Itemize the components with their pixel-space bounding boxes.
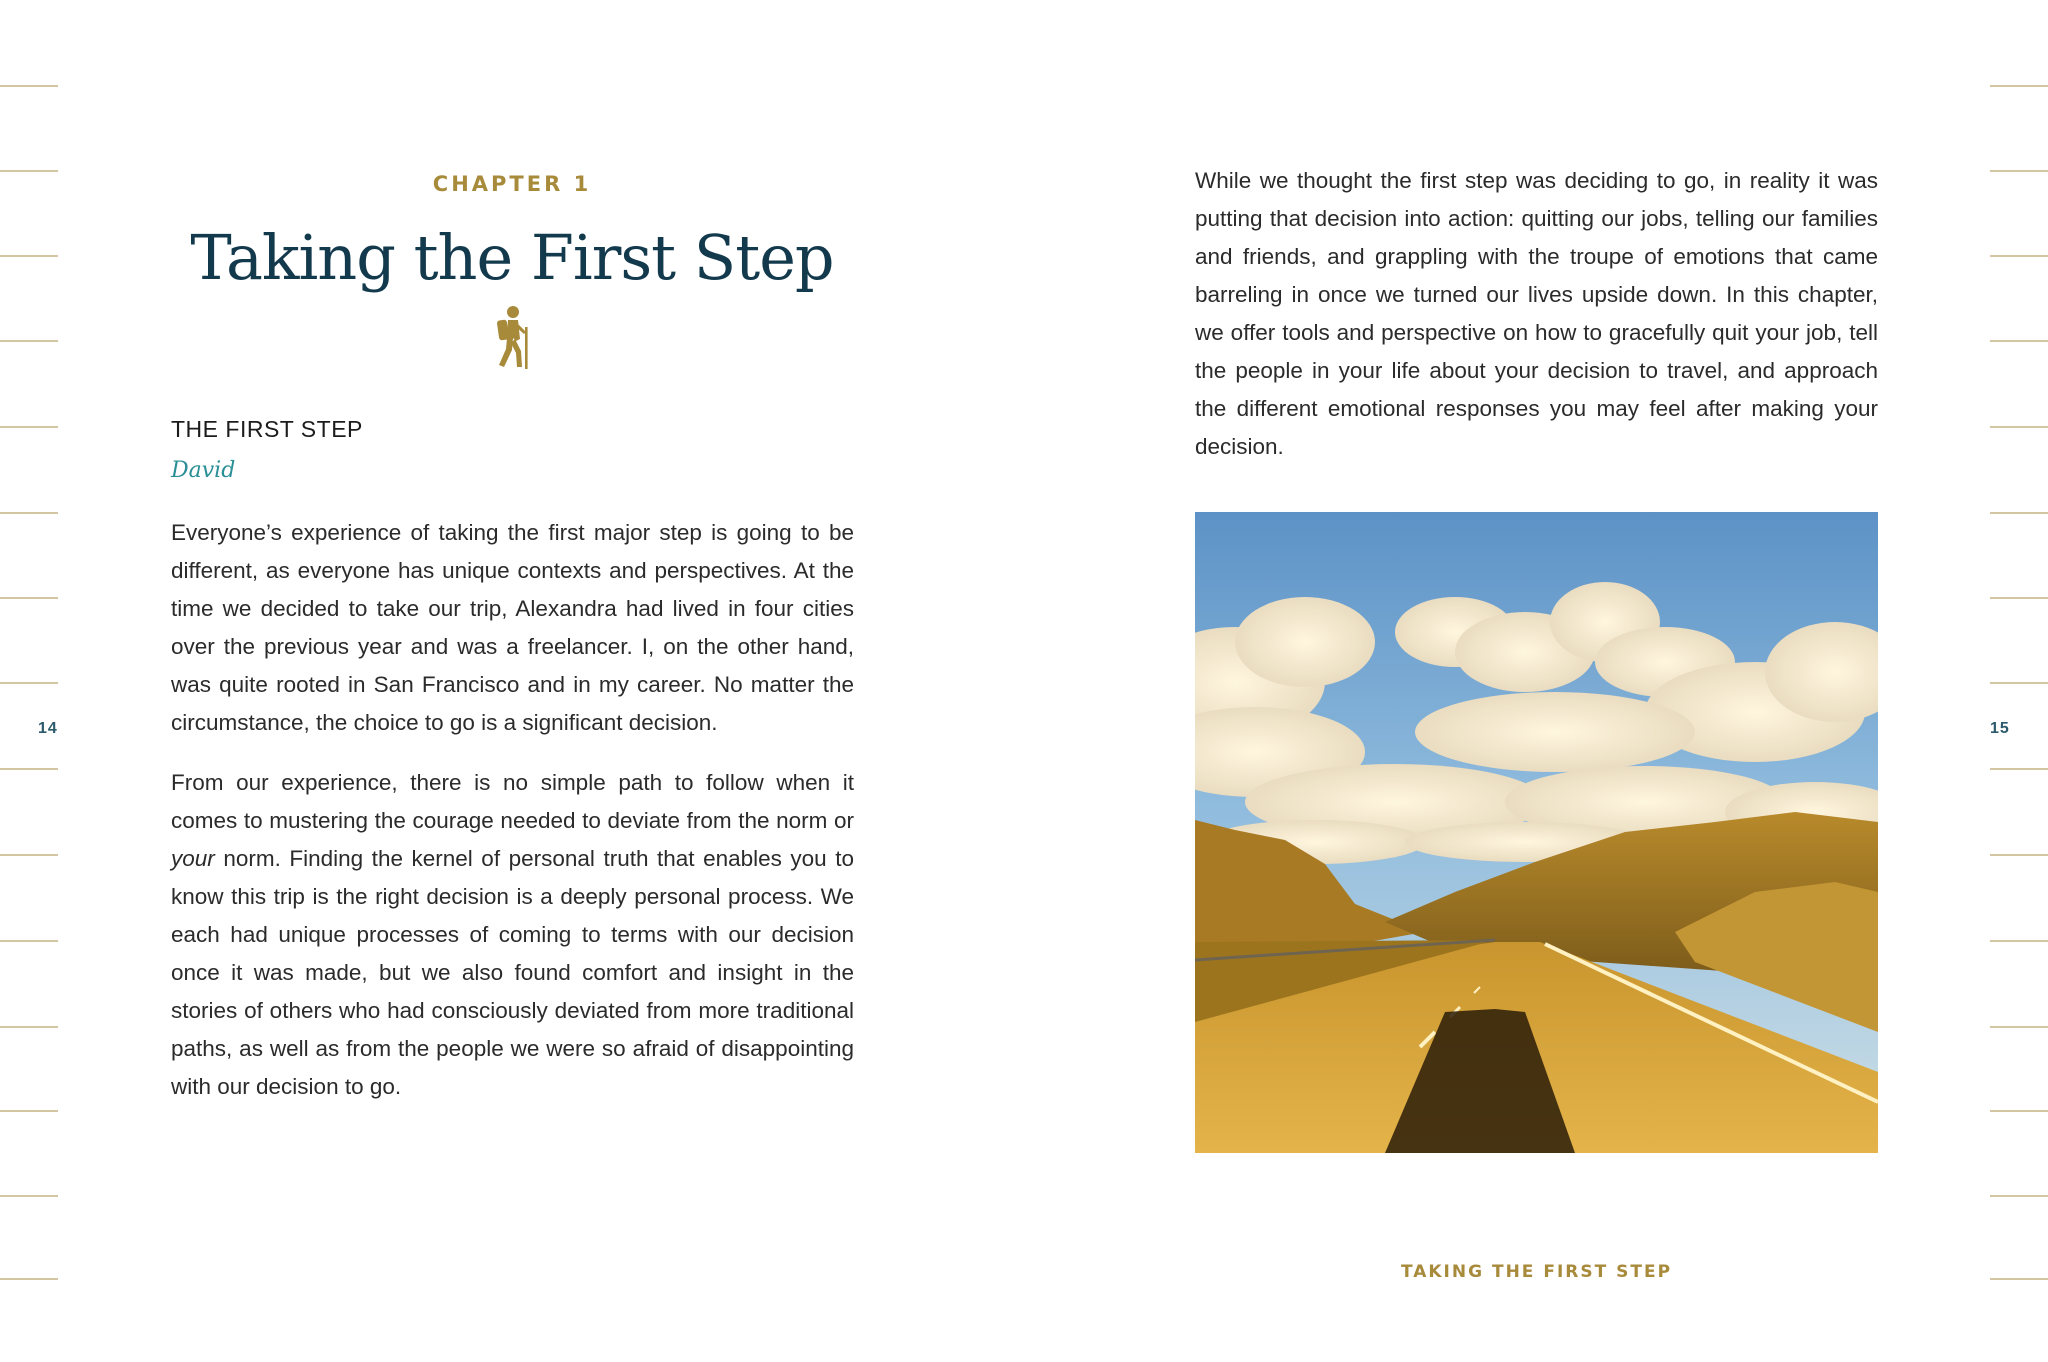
right-body-column — [1195, 162, 1878, 466]
tick-line — [0, 940, 58, 942]
tick-line — [0, 1110, 58, 1112]
tick-line — [0, 1278, 58, 1280]
section-heading: THE FIRST STEP — [171, 416, 363, 442]
tick-line — [1990, 1110, 2048, 1112]
tick-line — [1990, 597, 2048, 599]
tick-line — [1990, 854, 2048, 856]
tick-line — [1990, 1278, 2048, 1280]
tick-line — [0, 340, 58, 342]
author-name: David — [171, 458, 236, 483]
tick-line — [1990, 512, 2048, 514]
tick-line — [0, 854, 58, 856]
italic-emphasis: your — [171, 846, 215, 871]
chapter-label: CHAPTER 1 — [432, 172, 592, 196]
body-paragraph: While we thought the first step was deciding to go, in reality it was putting that decision into action: quitting our jobs, telling our families and friends, and grappling with the troupe of emotions that came barreling in once we turned our lives upside down. In this chapter, we offer tools and perspective on how to gracefully quit your job, tell the people in your life about your decision to travel, and approach the different emotional responses you may feel after making your decision. — [1195, 168, 1878, 459]
tick-line — [1990, 170, 2048, 172]
tick-line — [1990, 682, 2048, 684]
right-margin-ticks — [1990, 0, 2048, 1362]
highway-road-photo — [1195, 512, 1878, 1153]
body-paragraph — [171, 764, 854, 1106]
tick-line — [1990, 1195, 2048, 1197]
paragraph-text: From our experience, there is no simple path to follow when it comes to mustering the courage needed to deviate from the norm or — [171, 770, 854, 833]
tick-line — [0, 597, 58, 599]
tick-line — [0, 1195, 58, 1197]
tick-line — [1990, 426, 2048, 428]
left-margin-ticks — [0, 0, 58, 1362]
tick-line — [0, 426, 58, 428]
chapter-title: Taking the First Step — [190, 221, 834, 294]
tick-line — [0, 512, 58, 514]
tick-line — [1990, 768, 2048, 770]
tick-line — [1990, 340, 2048, 342]
right-page-number: 15 — [1990, 720, 2010, 737]
tick-line — [0, 85, 58, 87]
tick-line — [1990, 940, 2048, 942]
tick-line — [0, 682, 58, 684]
tick-line — [0, 1026, 58, 1028]
tick-line — [0, 255, 58, 257]
paragraph-text: norm. Finding the kernel of personal truth that enables you to know this trip is the right decision is a deeply personal process. We each had unique processes of coming to terms with our decision once it was made, but we also found comfort and insight in the stories of others who had consciously deviated from more traditional paths, as well as from the people we were so afraid of disappointing with our decision to go. — [171, 846, 854, 1099]
hiker-icon — [489, 305, 535, 369]
tick-line — [1990, 255, 2048, 257]
left-page-number: 14 — [38, 720, 58, 737]
tick-line — [1990, 85, 2048, 87]
tick-line — [0, 768, 58, 770]
body-paragraph: Everyone’s experience of taking the first major step is going to be different, as everyone has unique contexts and perspectives. At the time we decided to take our trip, Alexandra had lived in four cities over the previous year and was a freelancer. I, on the other hand, was quite rooted in San Francisco and in my career. No matter the circumstance, the choice to go is a significant decision. — [171, 520, 854, 735]
running-head: TAKING THE FIRST STEP — [1400, 1262, 1673, 1282]
tick-line — [0, 170, 58, 172]
left-body-column — [171, 514, 854, 1128]
photo-illustration — [1195, 512, 1878, 1153]
tick-line — [1990, 1026, 2048, 1028]
